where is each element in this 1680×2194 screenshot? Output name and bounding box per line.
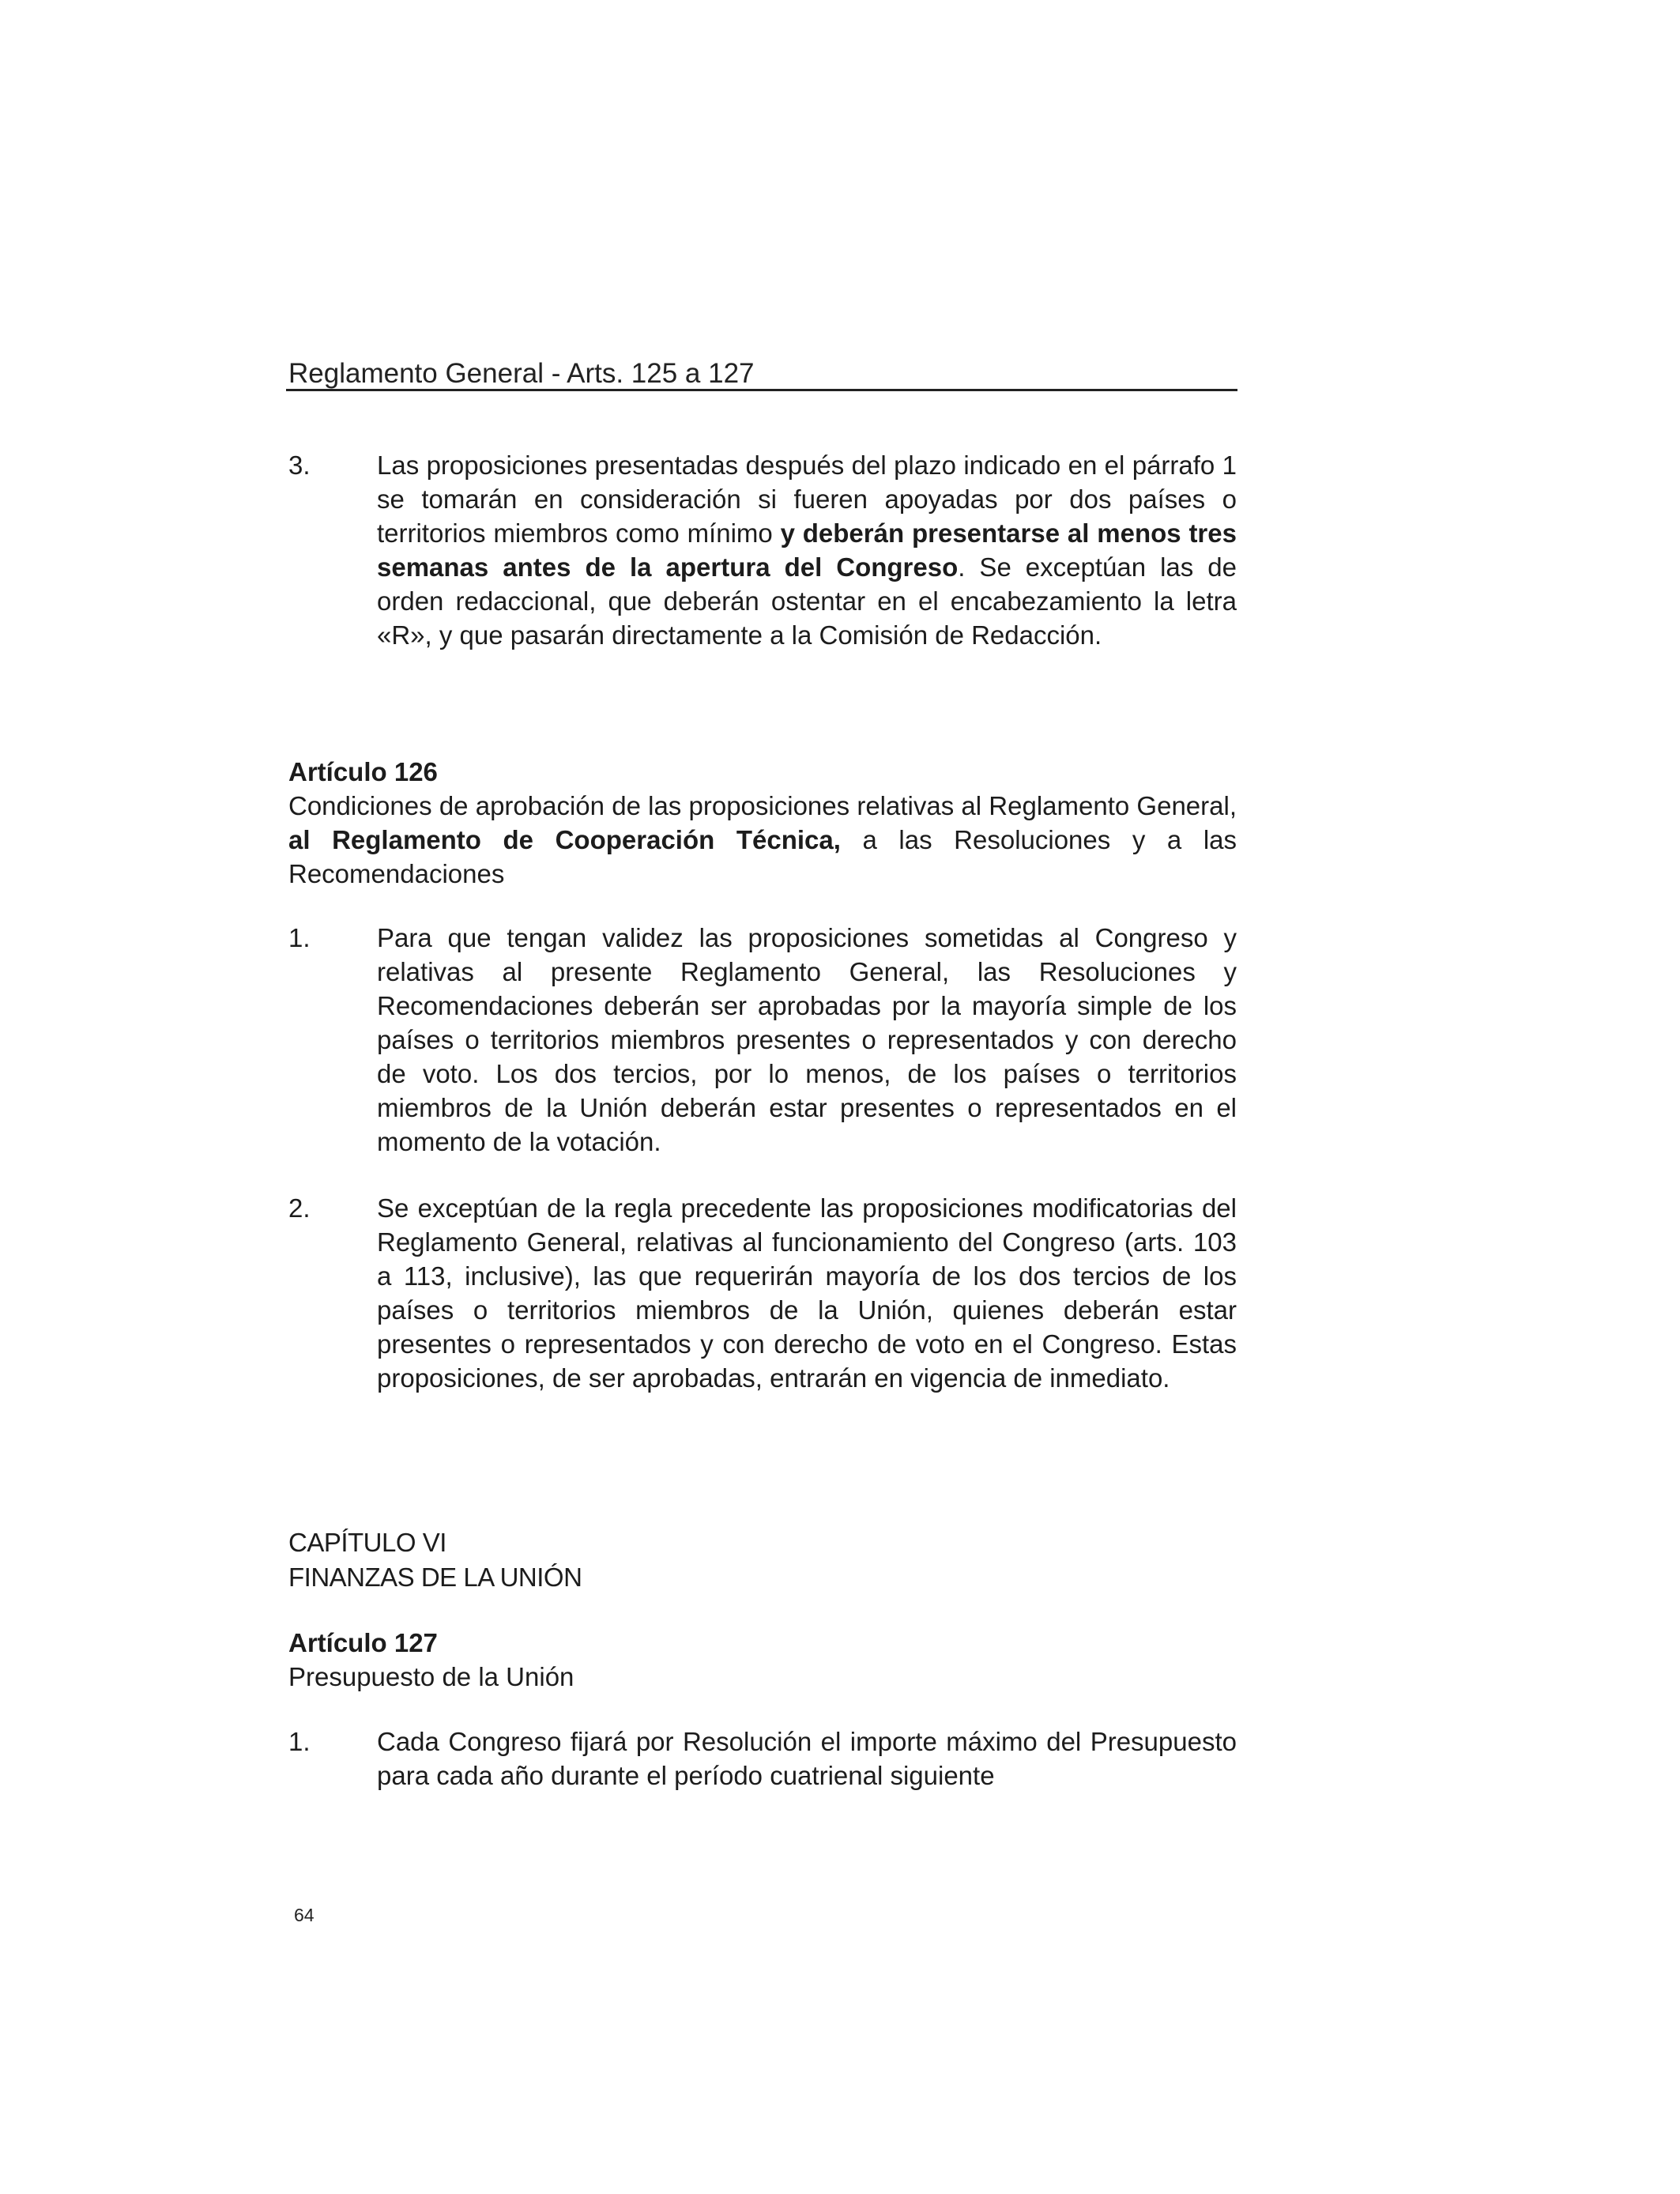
chapter-heading [288,1525,1237,1595]
paragraph-text [377,448,1237,652]
chapter-title: FINANZAS DE LA UNIÓN [288,1563,582,1592]
article-title: Artículo 126 [288,757,438,786]
article-subtitle [288,789,1237,891]
article-subtitle-part: a las Resoluciones y a las Recomendaciones [288,825,1237,888]
page-number: 64 [294,1905,315,1925]
art126-heading [288,755,1237,891]
paragraph-text: Se exceptúan de la regla precedente las proposiciones modificatorias del Reglamento General, relativas al funcionamiento del Congreso (arts. 103 a 113, inclusive), las que requerirán mayoría de los dos tercios de los países o territorios miembros de la Unión, quienes deberán estar presentes o representados y con derecho de voto en el Congreso. Estas proposiciones, de ser aprobadas, entrarán en vigencia de inmediato. [377,1193,1237,1393]
article-title: Artículo 127 [288,1628,438,1657]
paragraph-number: 1. [288,1727,311,1756]
paragraph-number: 2. [288,1193,311,1223]
paragraph-text-part: Las proposiciones presentadas después del plazo indicado en el párrafo 1 se tomarán en consideración si fueren apoyadas por dos países o territorios miembros como mínimo [377,450,1237,548]
article-subtitle-bold: al Reglamento de Cooperación Técnica, [288,825,841,854]
art126-paragraph-1 [288,921,1237,1159]
art127-heading [288,1626,1237,1694]
paragraph-text: Cada Congreso fijará por Resolución el importe máximo del Presupuesto para cada año durante el período cuatrienal siguiente [377,1727,1237,1790]
paragraph-text: Para que tengan validez las proposiciones sometidas al Congreso y relativas al presente Reglamento General, las Resoluciones y Recomendaciones deberán ser aprobadas por la mayoría simple de los países o territorios miembros presentes o representados y con derecho de voto. Los dos tercios, por lo menos, de los países o territorios miembros de la Unión deberán estar presentes o representados en el momento de la votación. [377,923,1237,1156]
article-subtitle-part: Condiciones de aprobación de las proposiciones relativas al Reglamento General, [288,791,1237,820]
article-subtitle: Presupuesto de la Unión [288,1662,574,1691]
header-rule [286,389,1237,391]
art127-paragraph-1 [288,1725,1237,1793]
paragraph-number: 1. [288,923,311,952]
paragraph-text-part: . Se exceptúan las de orden redaccional, que deberán ostentar en el encabezamiento la letra «R», y que pasarán directamente a la Comisión de Redacción. [377,552,1237,650]
running-header: Reglamento General - Arts. 125 a 127 [288,358,755,389]
paragraph-number: 3. [288,450,311,480]
chapter-number: CAPÍTULO VI [288,1528,446,1557]
art125-paragraph-3 [288,448,1237,652]
paragraph-text-bold: y deberán presentarse al menos tres semanas antes de la apertura del Congreso [377,518,1237,582]
art126-paragraph-2 [288,1191,1237,1395]
